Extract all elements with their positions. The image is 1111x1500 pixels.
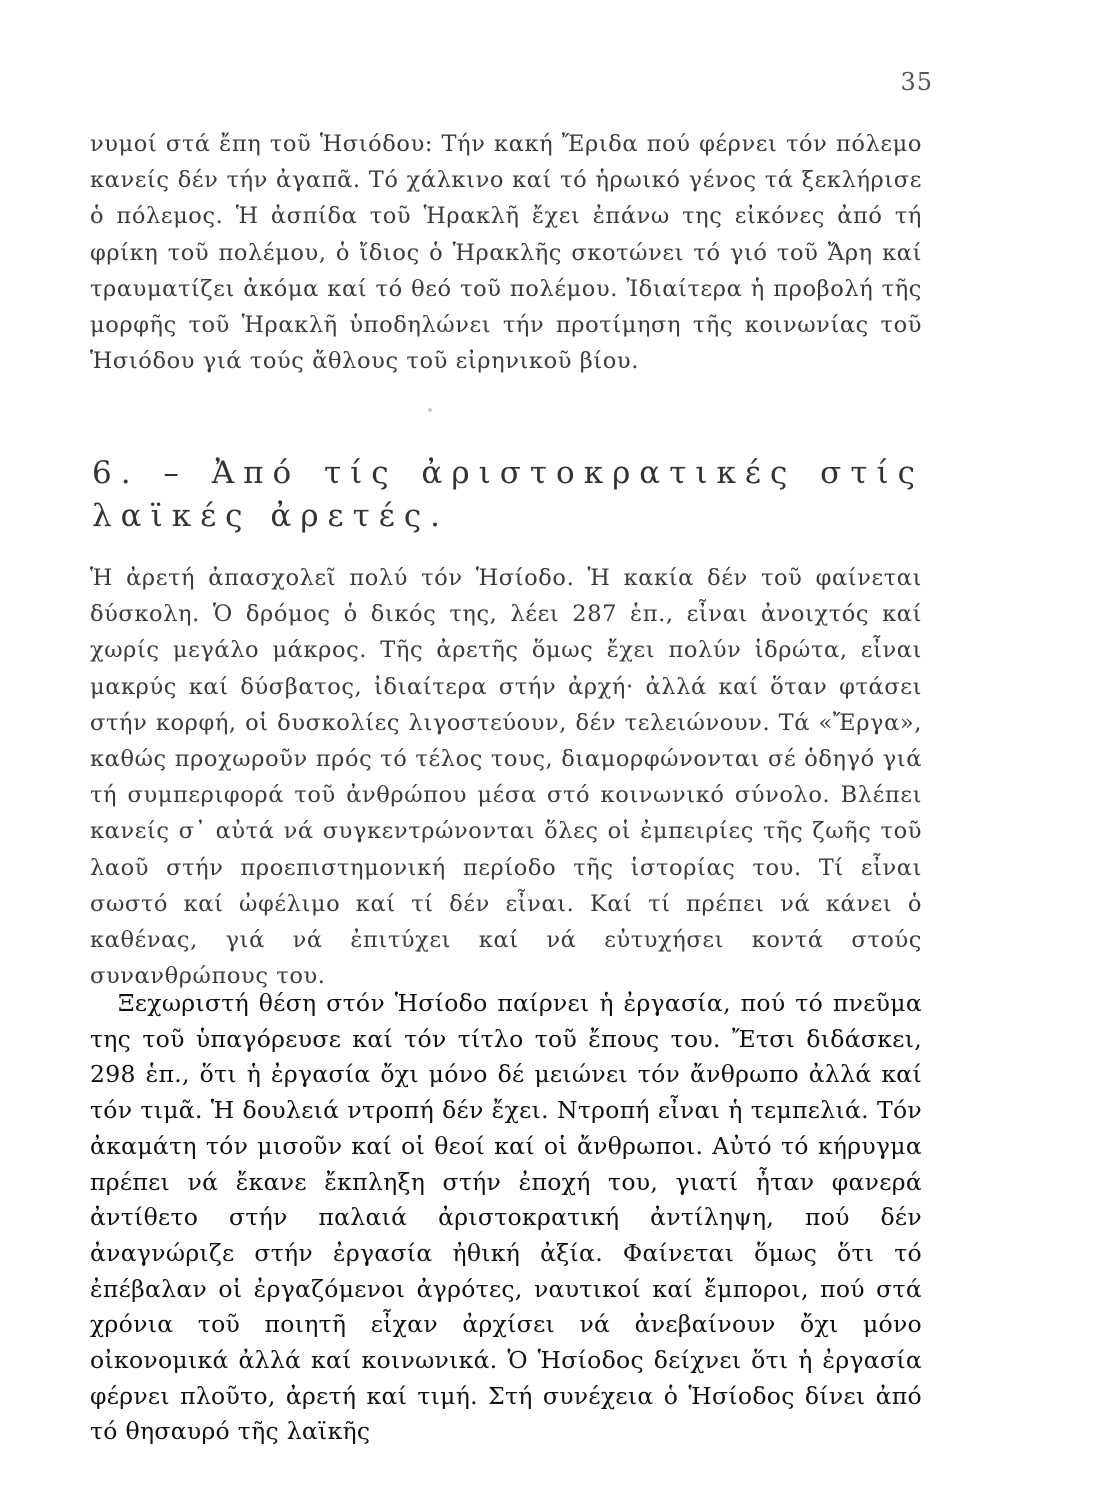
bottom-paragraph: Ξεχωριστή θέση στόν Ἡσίοδο παίρνει ἡ ἐργασία, πού τό πνεῦμα της τοῦ ὑπαγόρευσε καί τόν τίτλο τοῦ ἔπους του. Ἔτσι διδάσκει, 298 ἑπ., ὅτι ἡ ἐργασία ὄχι μόνο δέ μειώνει τόν ἄνθρωπο ἀλλά καί τόν τιμᾶ. Ἡ δουλειά ντροπή δέν ἔχει. Ντροπή εἶναι ἡ τεμπελιά. Τόν ἀκαμάτη τόν μισοῦν καί οἱ θεοί καί οἱ ἄνθρωποι. Αὐτό τό κήρυγμα πρέπει νά ἔκανε ἔκπληξη στήν ἐποχή του, γιατί ἦταν φανερά ἀντίθετο στήν παλαιά ἀριστοκρατική ἀντίληψη, πού δέν ἀναγνώριζε στήν ἐργασία ἠθική ἀξία. Φαίνεται ὅμως ὅτι τό ἐπέβαλαν οἱ ἐργαζόμενοι ἀγρότες, ναυτικοί καί ἔμποροι, πού στά χρόνια τοῦ ποιητῆ εἶχαν ἀρχίσει νά ἀνεβαίνουν ὄχι μόνο οἰκονομικά ἀλλά καί κοινωνικά. Ὁ Ἡσίοδος δείχνει ὅτι ἡ ἐργασία φέρνει πλοῦτο, ἀρετή καί τιμή. Στή συνέχεια ὁ Ἡσίοδος δίνει ἀπό τό θησαυρό τῆς λαϊκῆς (90, 989, 922, 1446)
section-heading: 6. – Ἀπό τίς ἀριστοκρατικές στίς λαϊκές ἀρετές. (92, 455, 924, 534)
top-paragraph-block (90, 126, 922, 379)
scan-speck (428, 408, 432, 412)
page-number: 35 (900, 68, 933, 96)
top-paragraph: νυμοί στά ἔπη τοῦ Ἡσιόδου: Τήν κακή Ἔριδα πού φέρνει τόν πόλεμο κανείς δέν τήν ἀγαπᾶ. Τό χάλκινο καί τό ἡρωικό γένος τά ξεκλήρισε ὁ πόλεμος. Ἡ ἀσπίδα τοῦ Ἡρακλῆ ἔχει ἐπάνω της εἰκόνες ἀπό τή φρίκη τοῦ πολέμου, ὁ ἴδιος ὁ Ἡρακλῆς σκοτώνει τό γιό τοῦ Ἄρη καί τραυματίζει ἀκόμα καί τό θεό τοῦ πολέμου. Ἰδιαίτερα ἡ προβολή τῆς μορφῆς τοῦ Ἡρακλῆ ὑποδηλώνει τήν προτίμηση τῆς κοινωνίας τοῦ Ἡσιόδου γιά τούς ἄθλους τοῦ εἰρηνικοῦ βίου. (90, 131, 922, 375)
middle-paragraph: Ἡ ἀρετή ἀπασχολεῖ πολύ τόν Ἡσίοδο. Ἡ κακία δέν τοῦ φαίνεται δύσκολη. Ὁ δρόμος ὁ δικός της, λέει 287 ἑπ., εἶναι ἀνοιχτός καί χωρίς μεγάλο μάκρος. Τῆς ἀρετῆς ὅμως ἔχει πολύν ἱδρώτα, εἶναι μακρύς καί δύσβατος, ἰδιαίτερα στήν ἀρχή· ἀλλά καί ὅταν φτάσει στήν κορφή, οἱ δυσκολίες λιγοστεύουν, δέν τελειώνουν. Τά «Ἔργα», καθώς προχωροῦν πρός τό τέλος τους, διαμορφώνονται σέ ὁδηγό γιά τή συμπεριφορά τοῦ ἀνθρώπου μέσα στό κοινωνικό σύνολο. Βλέπει κανείς σ᾽ αὐτά νά συγκεντρώνονται ὅλες οἱ ἐμπειρίες τῆς ζωῆς τοῦ λαοῦ στήν προεπιστημονική περίοδο τῆς ἱστορίας του. Τί εἶναι σωστό καί ὠφέλιμο καί τί δέν εἶναι. Καί τί πρέπει νά κάνει ὁ καθένας, γιά νά ἐπιτύχει καί νά εὐτυχήσει κοντά στούς συνανθρώπους του. (90, 565, 922, 990)
middle-paragraph-block (90, 560, 922, 994)
bottom-paragraph-block (90, 986, 922, 1450)
